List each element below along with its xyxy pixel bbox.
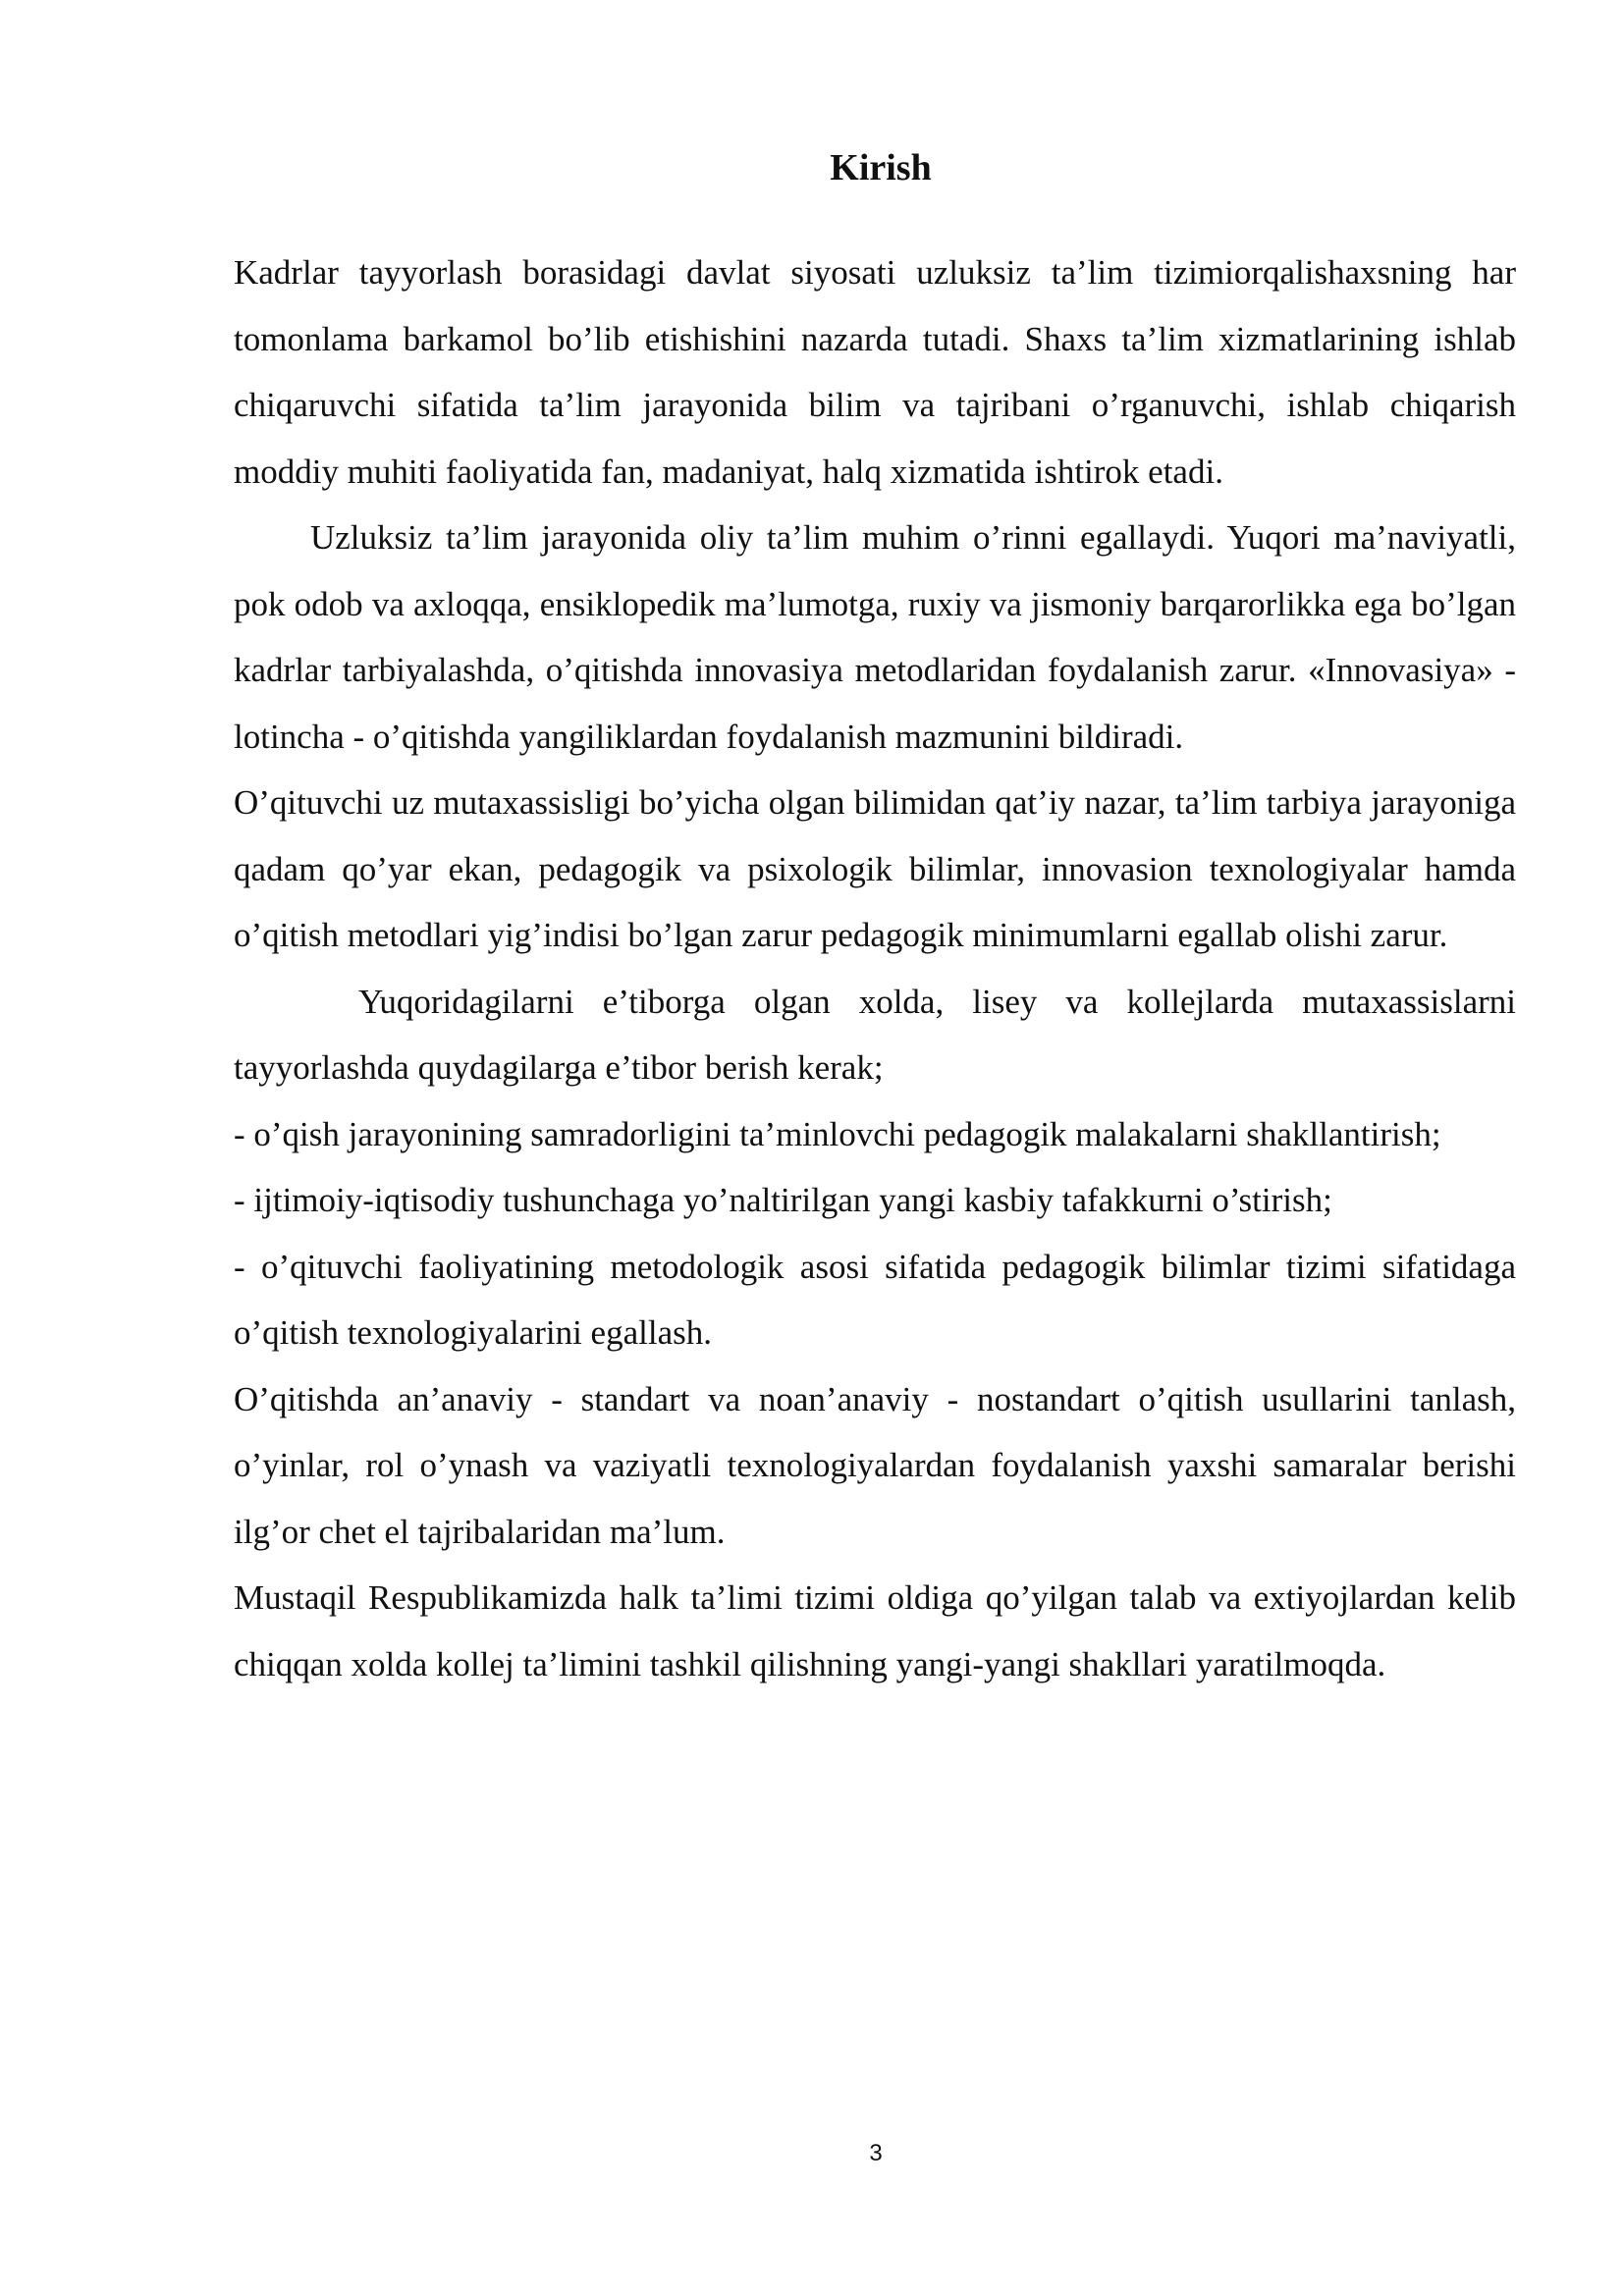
body-text	[234, 240, 1516, 1697]
page-title: Kirish	[830, 147, 932, 188]
list-item: - ijtimoiy-iqtisodiy tushunchaga yo’naltirilgan yangi kasbiy tafakkurni o’stirish;	[234, 1181, 1332, 1219]
paragraph: Mustaqil Respublikamizda halk ta’limi tizimi oldiga qo’yilgan talab va extiyojlardan kelib chiqqan xolda kollej ta’limini tashkil qilishning yangi-yangi shakllari yaratilmoqda.	[234, 1578, 1516, 1683]
paragraph: Uzluksiz ta’lim jarayonida oliy ta’lim muhim o’rinni egallaydi. Yuqori ma’naviyatli, pok odob va axloqqa, ensiklopedik ma’lumotga, ruxiy va jismoniy barqarorlikka ega bo’lgan kadrlar tarbiyalashda, o’qitishda innovasiya metodlaridan foydalanish zarur. «Innovasiya» - lotincha - o’qitishda yangiliklardan foydalanish mazmunini bildiradi.	[234, 518, 1516, 756]
paragraph: O’qitishda an’anaviy - standart va noan’anaviy - nostandart o’qitish usullarini tanlash, o’yinlar, rol o’ynash va vaziyatli texnologiyalardan foydalanish yaxshi samaralar berishi ilg’or chet el tajribalaridan ma’lum.	[234, 1379, 1516, 1551]
paragraph: Kadrlar tayyorlash borasidagi davlat siyosati uzluksiz ta’lim tizimiorqalishaxsning har tomonlama barkamol bo’lib etishishini nazarda tutadi. Shaxs ta’lim xizmatlarining ishlab chiqaruvchi sifatida ta’lim jarayonida bilim va tajribani o’rganuvchi, ishlab chiqarish moddiy muhiti faoliyatida fan, madaniyat, halq xizmatida ishtirok etadi.	[234, 253, 1516, 491]
list-item: - o’qish jarayonining samradorligini ta’minlovchi pedagogik malakalarni shakllantirish;	[234, 1114, 1441, 1153]
list-item: - o’qituvchi faoliyatining metodologik asosi sifatida pedagogik bilimlar tizimi sifatidaga o’qitish texnologiyalarini egallash.	[234, 1247, 1516, 1352]
paragraph: Yuqoridagilarni e’tiborga olgan xolda, lisey va kollejlarda mutaxassislarni tayyorlashda quydagilarga e’tibor berish kerak;	[234, 982, 1516, 1087]
page-number: 3	[869, 2140, 883, 2166]
paragraph: O’qituvchi uz mutaxassisligi bo’yicha olgan bilimidan qat’iy nazar, ta’lim tarbiya jarayoniga qadam qo’yar ekan, pedagogik va psixologik bilimlar, innovasion texnologiyalar hamda o’qitish metodlari yig’indisi bo’lgan zarur pedagogik minimumlarni egallab olishi zarur.	[234, 783, 1516, 954]
